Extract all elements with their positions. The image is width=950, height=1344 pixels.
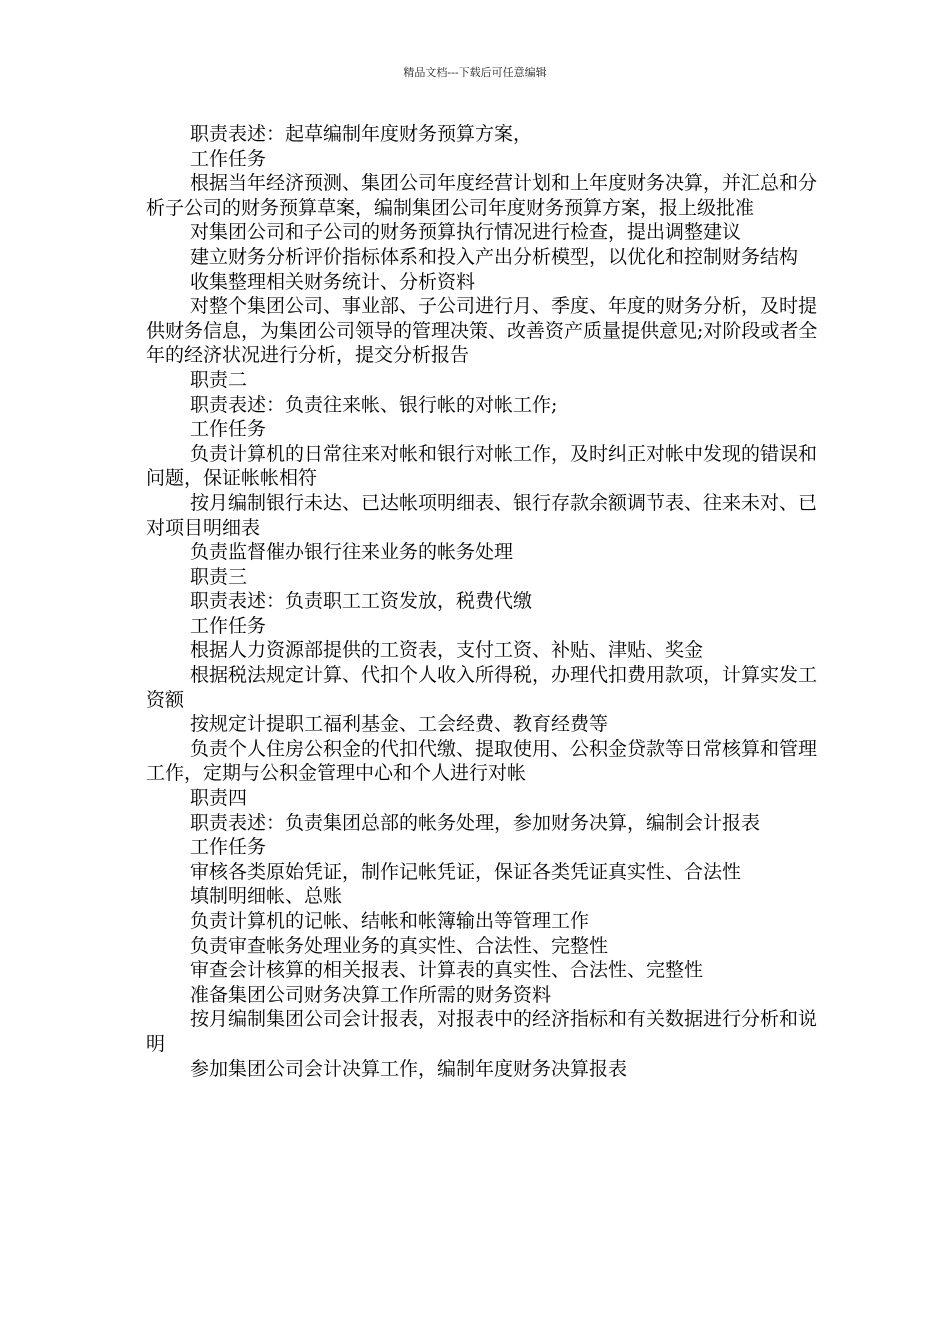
paragraph: 职责表述：负责集团总部的帐务处理，参加财务决算，编制会计报表 <box>190 811 761 834</box>
paragraph: 职责三 <box>190 565 248 588</box>
paragraph: 收集整理相关财务统计、分析资料 <box>190 270 476 293</box>
paragraph: 审查会计核算的相关报表、计算表的真实性、合法性、完整性 <box>190 959 704 982</box>
paragraph: 职责表述：负责职工工资发放，税费代缴 <box>190 590 533 613</box>
paragraph: 职责表述：起草编制年度财务预算方案， <box>190 123 533 145</box>
paragraph: 职责表述：负责往来帐、银行帐的对帐工作; <box>190 393 558 416</box>
paragraph: 按规定计提职工福利基金、工会经费、教育经费等 <box>190 713 609 736</box>
paragraph: 工作任务 <box>190 418 267 441</box>
paragraph: 参加集团公司会计决算工作，编制年度财务决算报表 <box>190 1057 628 1080</box>
paragraph: 准备集团公司财务决算工作所需的财务资料 <box>190 983 552 1006</box>
paragraph: 对集团公司和子公司的财务预算执行情况进行检查，提出调整建议 <box>190 221 742 244</box>
paragraph: 工作任务 <box>190 614 267 637</box>
page-header: 精品文档---下载后可任意编辑 <box>403 66 547 79</box>
paragraph: 工作任务 <box>190 147 267 170</box>
paragraph: 审核各类原始凭证，制作记帐凭证，保证各类凭证真实性、合法性 <box>190 860 742 883</box>
paragraph: 填制明细帐、总账 <box>190 885 343 908</box>
paragraph: 负责审查帐务处理业务的真实性、合法性、完整性 <box>190 934 609 957</box>
paragraph: 按月编制银行未达、已达帐项明细表、银行存款余额调节表、往来未对、已对项目明细表 <box>146 491 818 539</box>
paragraph: 工作任务 <box>190 836 267 859</box>
document-body <box>146 122 818 1081</box>
paragraph: 根据当年经济预测、集团公司年度经营计划和上年度财务决算，并汇总和分析子公司的财务预算草案，编制集团公司年度财务预算方案，报上级批准 <box>146 172 818 219</box>
paragraph: 根据税法规定计算、代扣个人收入所得税，办理代扣费用款项，计算实发工资额 <box>146 664 818 711</box>
paragraph: 负责计算机的日常往来对帐和银行对帐工作，及时纠正对帐中发现的错误和问题，保证帐帐相符 <box>146 442 818 490</box>
paragraph: 负责个人住房公积金的代扣代缴、提取使用、公积金贷款等日常核算和管理工作，定期与公积金管理中心和个人进行对帐 <box>146 737 818 785</box>
paragraph: 职责四 <box>190 787 248 810</box>
paragraph: 职责二 <box>190 368 248 391</box>
paragraph: 建立财务分析评价指标体系和投入产出分析模型，以优化和控制财务结构 <box>190 245 799 268</box>
paragraph: 根据人力资源部提供的工资表，支付工资、补贴、津贴、奖金 <box>190 639 704 662</box>
paragraph: 负责监督催办银行往来业务的帐务处理 <box>190 541 514 564</box>
paragraph: 负责计算机的记帐、结帐和帐簿输出等管理工作 <box>190 910 590 932</box>
paragraph: 对整个集团公司、事业部、子公司进行月、季度、年度的财务分析，及时提供财务信息，为集团公司领导的管理决策、改善资产质量提供意见;对阶段或者全年的经济状况进行分析，提交分析报告 <box>146 295 818 367</box>
paragraph: 按月编制集团公司会计报表，对报表中的经济指标和有关数据进行分析和说明 <box>146 1008 818 1055</box>
